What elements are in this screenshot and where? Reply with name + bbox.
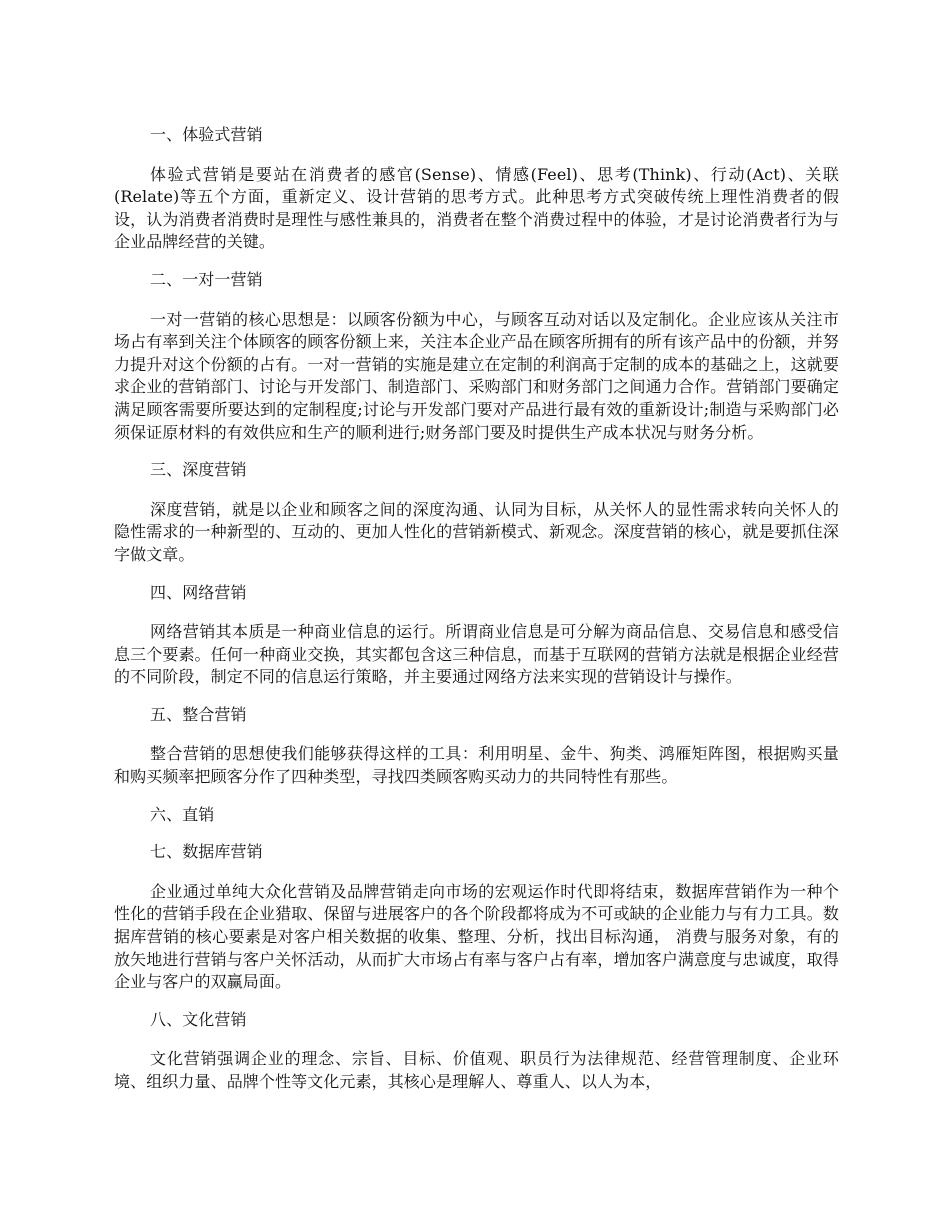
section-body-experiential: 体验式营销是要站在消费者的感官(Sense)、情感(Feel)、思考(Think)、行动(Act)、关联(Relate)等五个方面，重新定义、设计营销的思考方式。此种思考方式突破传统上理性消费者的假设，认为消费者消费时是理性与感性兼具的，消费者在整个消费过程中的体验，才是讨论消费者行为与企业品牌经营的关键。: [114, 164, 839, 252]
section-heading-one-to-one: 二、一对一营销: [150, 269, 263, 289]
section-heading-direct: 六、直销: [150, 804, 215, 824]
section-heading-deep: 三、深度营销: [150, 460, 247, 480]
section-body-integrated: 整合营销的思想使我们能够获得这样的工具：利用明星、金牛、狗类、鸿雁矩阵图，根据购买量和购买频率把顾客分作了四种类型，寻找四类顾客购买动力的共同特性有那些。: [114, 744, 839, 787]
section-heading-network: 四、网络营销: [150, 582, 247, 602]
section-heading-experiential: 一、体验式营销: [150, 125, 263, 144]
section-body-network: 网络营销其本质是一种商业信息的运行。所谓商业信息是可分解为商品信息、交易信息和感受信息三个要素。任何一种商业交换，其实都包含这三种信息，而基于互联网的营销方法就是根据企业经营的不同阶段，制定不同的信息运行策略，并主要通过网络方法来实现的营销设计与操作。: [114, 622, 839, 687]
section-heading-database: 七、数据库营销: [150, 842, 263, 862]
section-body-one-to-one: 一对一营销的核心思想是：以顾客份额为中心，与顾客互动对话以及定制化。企业应该从关注市场占有率到关注个体顾客的顾客份额上来，关注本企业产品在顾客所拥有的所有该产品中的份额，并努力提升对这个份额的占有。一对一营销的实施是建立在定制的利润高于定制的成本的基础之上，这就要求企业的营销部门、讨论与开发部门、制造部门、采购部门和财务部门之间通力合作。营销部门要确定满足顾客需要所要达到的定制程度;讨论与开发部门要对产品进行最有效的重新设计;制造与采购部门必须保证原材料的有效供应和生产的顺利进行;财务部门要及时提供生产成本状况与财务分析。: [114, 309, 839, 442]
section-body-culture: 文化营销强调企业的理念、宗旨、目标、价值观、职员行为法律规范、经营管理制度、企业环境、组织力量、品牌个性等文化元素，其核心是理解人、尊重人、以人为本，: [114, 1049, 839, 1091]
section-heading-culture: 八、文化营销: [150, 1009, 247, 1029]
section-body-database: 企业通过单纯大众化营销及品牌营销走向市场的宏观运作时代即将结束，数据库营销作为一种个性化的营销手段在企业猎取、保留与进展客户的各个阶段都将成为不可或缺的企业能力与有力工具。数据库营销的核心要素是对客户相关数据的收集、整理、分析，找出目标沟通， 消费与服务对象，有的放矢地进行营销与客户关怀活动，从而扩大市场占有率与客户占有率，增加客户满意度与忠诚度，取得企业与客户的双赢局面。: [114, 881, 839, 992]
section-heading-integrated: 五、整合营销: [150, 704, 247, 724]
section-body-deep: 深度营销，就是以企业和顾客之间的深度沟通、认同为目标，从关怀人的显性需求转向关怀人的隐性需求的一种新型的、互动的、更加人性化的营销新模式、新观念。深度营销的核心，就是要抓住深字做文章。: [114, 499, 839, 564]
document-page: [114, 124, 839, 1094]
